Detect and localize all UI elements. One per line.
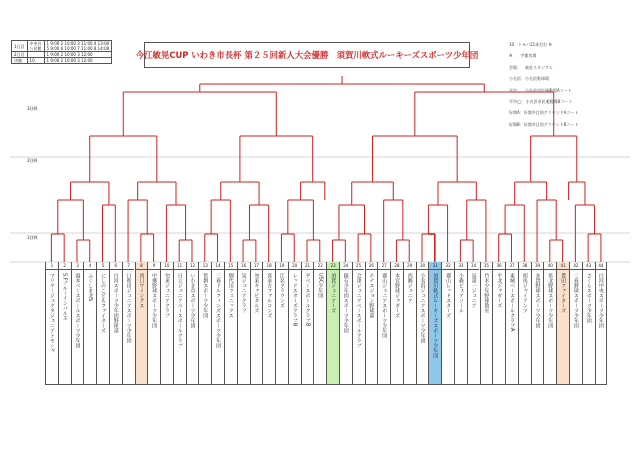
team-column [556, 262, 569, 384]
team-list-bottom-rule [45, 384, 607, 385]
team-name: 江名クラウンズ [278, 273, 285, 308]
team-number: 38 [519, 262, 531, 270]
team-number: 37 [506, 262, 518, 270]
team-name: 相馬ジャイアンツ [521, 273, 528, 313]
team-number: 5 [97, 262, 109, 270]
team-column [237, 262, 250, 384]
team-name: 会津ジュニアベースボールクラブ [355, 273, 362, 348]
team-name: 西口ウイングス [138, 273, 145, 308]
team-column [83, 262, 96, 384]
team-name: 竹本少年野球教室 [483, 273, 490, 313]
team-name: ふくしま北S [87, 273, 94, 302]
team-number: 40 [544, 262, 556, 270]
schedule-day-1: 1日目 [12, 41, 28, 52]
legend-item: 平市： 小名浜市民運動場Aコート [509, 87, 572, 93]
team-column [58, 262, 71, 384]
team-number: 6 [110, 262, 122, 270]
team-number: 18 [263, 262, 275, 270]
team-number: 28 [391, 262, 403, 270]
team-name: レッドスターズクラブB [291, 273, 298, 327]
team-column [186, 262, 199, 384]
team-number: 23 [327, 262, 339, 270]
team-number: 30 [417, 262, 429, 270]
team-number: 19 [276, 262, 288, 270]
team-number: 12 [187, 262, 199, 270]
team-number: 14 [212, 262, 224, 270]
team-column [135, 262, 148, 384]
schedule-day-3: 決勝 [12, 58, 28, 64]
legend-item: 会場： 東荘スタジアム [509, 64, 553, 70]
team-column [543, 262, 556, 384]
team-number: 33 [455, 262, 467, 270]
team-column [365, 262, 378, 384]
team-number: 27 [378, 262, 390, 270]
team-number: 36 [493, 262, 505, 270]
team-number: 39 [532, 262, 544, 270]
team-name: USC少年団 [317, 273, 324, 299]
team-number: 26 [366, 262, 378, 270]
page-title: 今江敏晃CUP いわき市長杯 第２５回新人大会優勝 須賀川軟式ルーキーズスポーツ少年団 [135, 50, 479, 60]
team-name: 本宮野球ジャガーズ [393, 273, 400, 318]
team-name: 湯本ベースボールスポーツ少年団 [74, 273, 81, 348]
team-number: 35 [481, 262, 493, 270]
team-name: 常磐スポーツ少年団 [202, 273, 209, 318]
team-name: いわき市スポーツ少年団 [189, 273, 196, 328]
team-number: 8 [136, 262, 148, 270]
team-column [250, 262, 263, 384]
team-column [518, 262, 531, 384]
team-column [595, 262, 608, 384]
team-column [390, 262, 403, 384]
legend-item: ※ ：宇都宮場 [509, 53, 537, 59]
team-column [288, 262, 301, 384]
team-name: 喜多方ファルコンズ [266, 273, 273, 318]
team-number: 17 [251, 262, 263, 270]
team-column [45, 262, 58, 384]
team-name: 白河中央スポーツ少年団 [597, 273, 604, 328]
team-number: 42 [570, 262, 582, 270]
team-name: にしのこどもファイターズ [99, 273, 106, 333]
team-number: 21 [302, 262, 314, 270]
team-number: 34 [468, 262, 480, 270]
team-number: 29 [404, 262, 416, 270]
schedule-venue-1: 中央台 公民館 [27, 41, 44, 52]
team-number: 7 [123, 262, 135, 270]
team-column [262, 262, 275, 384]
team-number: 4 [84, 262, 96, 270]
team-name: 勿来キャピタルズ [253, 273, 260, 313]
round-label-3: 3回戦 [27, 106, 38, 111]
team-number: 13 [199, 262, 211, 270]
team-name: 泉ジュニアクラブ [240, 273, 247, 313]
team-column [71, 262, 84, 384]
team-column [224, 262, 237, 384]
team-name: 日和田ジュニアスポーツ少年団 [125, 273, 132, 343]
team-column [313, 262, 326, 384]
team-column [275, 262, 288, 384]
legend-item: 小名浜：小名浜野球場 [509, 76, 549, 82]
schedule-day-2: 2日目 [12, 52, 28, 58]
team-number: 10 [161, 262, 173, 270]
team-column [505, 262, 518, 384]
team-column [198, 262, 211, 384]
team-column [147, 262, 160, 384]
team-name: 三春野球スポーツ少年団 [572, 273, 579, 328]
team-number: 32 [442, 262, 454, 270]
team-name: 平北ジャガーズ [496, 273, 503, 308]
team-number: 3 [72, 262, 84, 270]
team-name: 須賀ジュニアーズ [330, 273, 337, 313]
team-column [173, 262, 186, 384]
team-number: 16 [238, 262, 250, 270]
team-name: ホナスジョン野球部 [368, 273, 375, 318]
team-column [301, 262, 314, 384]
team-name: 白河スポーツ少年団野球部 [112, 273, 119, 333]
team-name: S.Fブルーインパルス [61, 273, 68, 321]
team-name: 中郷野球スポーツ少年団 [151, 273, 158, 328]
team-number: 24 [340, 262, 352, 270]
legend-item: 平市◯：小名浜市民運動場Bコート [509, 99, 573, 105]
team-column [403, 262, 416, 384]
team-column [352, 262, 365, 384]
team-name: マリヤージェクタジュニアトモシャ [48, 273, 55, 353]
team-name: 日立ジュニアベースボールクラブ [176, 273, 183, 348]
team-column [122, 262, 135, 384]
team-column [569, 262, 582, 384]
team-name: 御代田フェニックス [227, 273, 234, 318]
team-number: 31 [429, 262, 441, 270]
team-name: 西郷ジュニア [406, 273, 413, 303]
team-number: 22 [314, 262, 326, 270]
team-name: さくらスポーツ少年団 [585, 273, 592, 323]
team-number: 9 [148, 262, 160, 270]
team-column [582, 262, 595, 384]
team-column [428, 262, 441, 384]
team-column [454, 262, 467, 384]
team-name: 郡山レッドスターズ [445, 273, 452, 318]
team-name: 泉第一ジュニア [470, 273, 477, 308]
legend-item: 好間B：好間多目的グラウンドBコート [509, 121, 579, 127]
team-column [326, 262, 339, 384]
team-number: 1 [46, 262, 58, 270]
team-name: 東城ベースボールクラブA [508, 273, 515, 332]
team-column [160, 262, 173, 384]
team-name: 郡山ジュニアスポーツ少年団 [381, 273, 388, 338]
legend-item: 好間A：好間多目的グラウンドAコート [509, 110, 579, 116]
team-column [96, 262, 109, 384]
team-name: 多賀野球スポーツ少年団 [534, 273, 541, 328]
team-column [492, 262, 505, 384]
team-column [441, 262, 454, 384]
team-number: 41 [557, 262, 569, 270]
team-column [211, 262, 224, 384]
team-column [531, 262, 544, 384]
round-label-1: 1回戦 [27, 235, 38, 240]
team-number: 43 [583, 262, 595, 270]
team-number: 11 [174, 262, 186, 270]
schedule-times-3: 1 9:00 2 10:00 3 12:00 [44, 58, 112, 64]
team-number: 2 [59, 262, 71, 270]
schedule-times-2: 1 9:00 2 10:00 3 12:00 [44, 52, 112, 58]
schedule-times-1: 1 9:00 2 10:00 3 11:00 4 13:00 5 9:00 6 10:00 7 11:00 8 14:00 [44, 41, 112, 52]
team-name: 県北野球スポーツ少年団 [547, 273, 554, 328]
legend-item: 10：トモバ21本打打 ※ [509, 42, 552, 47]
team-column [109, 262, 122, 384]
team-name: 小森ピュアソール [457, 273, 464, 313]
team-name: 小名浜ジュニアスポーツ少年団 [419, 273, 426, 343]
team-name: 豊田ファイターズ [560, 273, 567, 313]
team-name: 勿来ジュニアクラブ [163, 273, 170, 318]
team-column [416, 262, 429, 384]
team-number: 25 [353, 262, 365, 270]
team-number: 20 [289, 262, 301, 270]
round-label-2: 2回戦 [27, 158, 38, 163]
team-name: 三春ドルフィンズスポーツ少年団 [214, 273, 221, 348]
team-column [339, 262, 352, 384]
team-name: 鏡石少年団スポーツ少年団 [342, 273, 349, 333]
team-column [480, 262, 493, 384]
team-column [377, 262, 390, 384]
schedule-venue-3: 10 [27, 58, 44, 64]
team-name: 須賀川軟式ルーキーズスポーツ少年団 [432, 273, 439, 358]
team-number: 44 [596, 262, 607, 270]
team-number: 15 [225, 262, 237, 270]
team-name: 平ベースボールクラブB [304, 273, 311, 327]
team-column [467, 262, 480, 384]
